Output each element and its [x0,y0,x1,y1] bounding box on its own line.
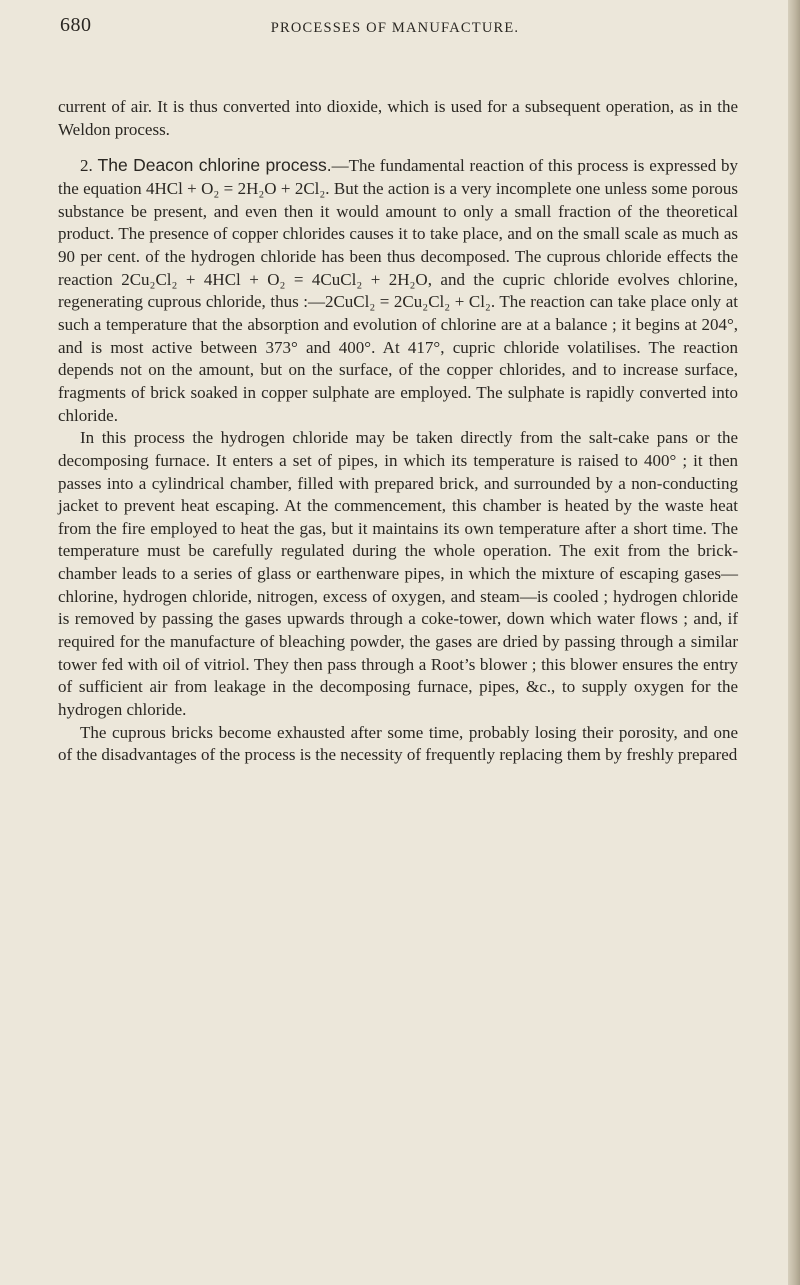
running-title: PROCESSES OF MANUFACTURE. [270,20,520,36]
section-heading: The Deacon chlorine process. [97,155,332,176]
body-text [58,96,738,767]
paragraph-deacon-process [58,154,738,427]
paragraph-cuprous-bricks: The cuprous bricks become exhausted after some time, probably losing their porosity, and one of the disadvantages of the process is the necessity of frequently replacing them by freshly prepared [58,722,738,765]
book-gutter-edge [788,0,800,1285]
section-number: 2. [80,156,93,176]
page-number: 680 [60,14,92,36]
paragraph-continuation: current of air. It is thus converted into dioxide, which is used for a subsequent operation, as in the Weldon process. [58,97,738,139]
section-text: —The fundamental reaction of this process is expressed by the equation 4HCl + O₂ = 2H₂O + 2Cl₂. But the action is a very incomplete one unless some porous substance be present, and even then it would amount to only a small fraction of the theoretical product. The presence of copper chlorides causes it to take place, and on the small scale as much as 90 per cent. of the hydrogen chloride has been thus decomposed. The cuprous chloride effects the reaction 2Cu₂Cl₂ + 4HCl + O₂ = 4CuCl₂ + 2H₂O, and the cupric chloride evolves chlorine, regenerating cuprous chloride, thus :—2CuCl₂ = 2Cu₂Cl₂ + Cl₂. The reaction can take place only at such a temperature that the absorption and evolution of chlorine are at a balance ; it begins at 204°, and is most active between 373° and 400°. At 417°, cupric chloride volatilises. The reaction depends not on the amount, but on the surface, of the copper chlorides, and to increase surface, fragments of brick soaked in copper sulphate are employed. The sulphate is rapidly converted into chloride. [58,156,739,425]
paragraph-process-description: In this process the hydrogen chloride may be taken directly from the salt-cake pans or the decomposing furnace. It enters a set of pipes, in which its temperature is raised to 400° ; it then passes into a cylindrical chamber, filled with prepared brick, and surrounded by a non-conducting jacket to prevent heat escaping. At the commencement, this chamber is heated by the waste heat from the fire employed to heat the gas, but it maintains its own temperature after a short time. The temperature must be carefully regulated during the whole operation. The exit from the brick-chamber leads to a series of glass or earthenware pipes, in which the mixture of escaping gases—chlorine, hydrogen chloride, nitrogen, excess of oxygen, and steam—is cooled ; hydrogen chloride is removed by passing the gases upwards through a coke-tower, down which water flows ; and, if required for the manufacture of bleaching powder, the gases are dried by passing through a similar tower fed with oil of vitriol. They then pass through a Root’s blower ; this blower ensures the entry of sufficient air from leakage in the decomposing furnace, pipes, &c., to supply oxygen for the hydrogen chloride. [58,428,738,720]
